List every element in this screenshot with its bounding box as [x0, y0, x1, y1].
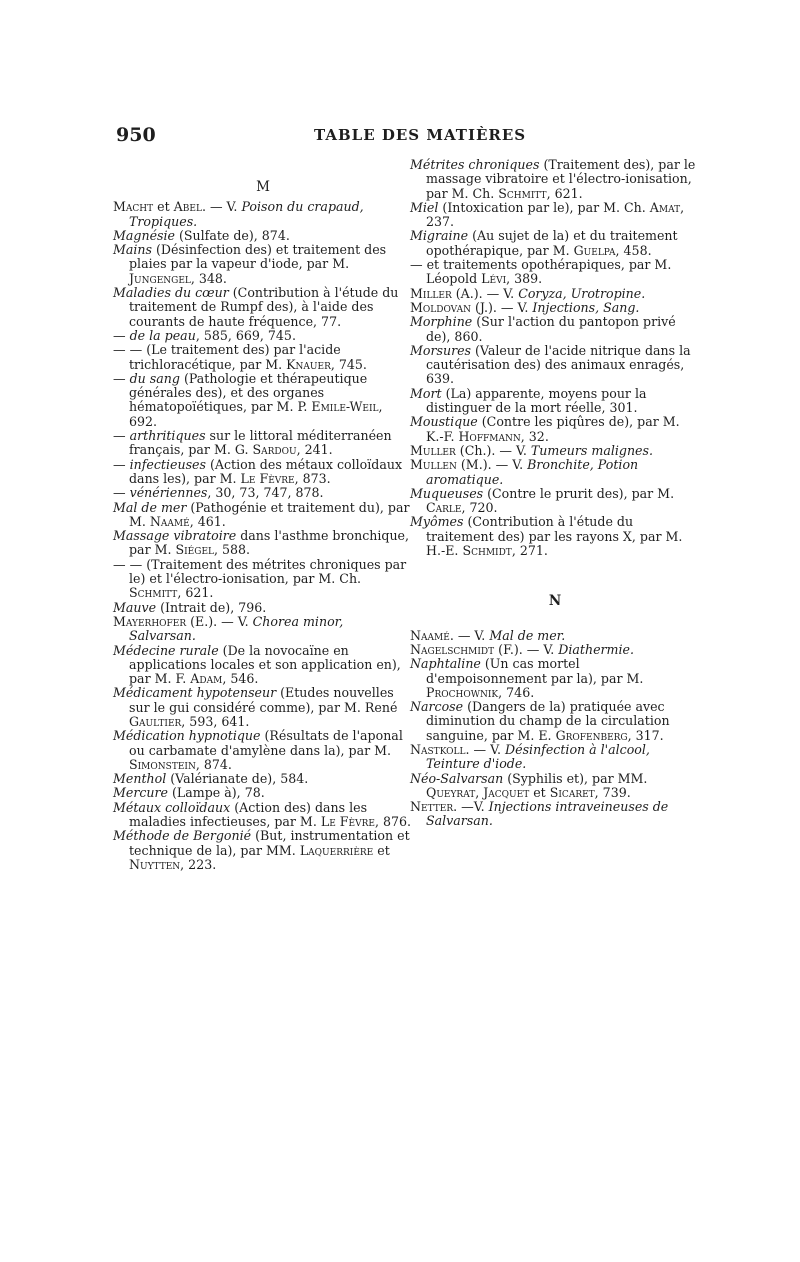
- index-entry: Mullen (M.). — V. Bronchite, Potion aromatique.: [410, 457, 639, 487]
- index-entry: Nagelschmidt (F.). — V. Diathermie.: [410, 641, 634, 657]
- index-entry: Massage vibratoire dans l'asthme bronchique, par M. Siégel, 588.: [113, 528, 410, 558]
- index-entry: Naphtaline (Un cas mortel d'empoisonnement par la), par M. Prochownik, 746.: [410, 656, 644, 700]
- index-entry: Miller (A.). — V. Coryza, Urotropine.: [410, 285, 646, 301]
- index-entry: Muqueuses (Contre le prurit des), par M. Carle, 720.: [410, 485, 675, 516]
- index-entry: Moldovan (J.). — V. Injections, Sang.: [410, 299, 640, 315]
- index-entry: Morsures (Valeur de l'acide nitrique dans la cautérisation des) des animaux enragés, 639.: [410, 342, 691, 387]
- index-entry: Netter. —V. Injections intraveineuses de Salvarsan.: [410, 799, 669, 829]
- index-entry: Myômes (Contribution à l'étude du traitement des) par les rayons X, par M. H.-E. Schmidt, 271.: [410, 514, 683, 559]
- index-entry: — de la peau, 585, 669, 745.: [113, 327, 296, 343]
- index-entry: Mal de mer (Pathogénie et traitement du), par M. Naamé, 461.: [113, 499, 410, 529]
- index-entry: Magnésie (Sulfate de), 874.: [113, 227, 290, 243]
- index-entry: Mauve (Intrait de), 796.: [113, 599, 267, 615]
- index-entry: Naamé. — V. Mal de mer.: [410, 627, 566, 643]
- section-letter-n: N: [548, 593, 562, 610]
- index-entry: Méthode de Bergonié (But, instrumentation et technique de la), par MM. Laquerrière et Nuytten, 223.: [113, 828, 410, 872]
- index-entry: Macht et Abel. — V. Poison du crapaud, Tropiques.: [113, 199, 364, 229]
- running-head: TABLE DES MATIÈRES: [314, 126, 527, 144]
- index-entry: Muller (Ch.). — V. Tumeurs malignes.: [410, 442, 653, 458]
- index-entry: — et traitements opothérapiques, par M. Léopold Lévi, 389.: [410, 257, 672, 287]
- index-entry: Moustique (Contre les piqûres de), par M. K.-F. Hoffmann, 32.: [410, 414, 680, 444]
- entries-list-right-n: [410, 629, 700, 829]
- index-entry: — — (Traitement des métrites chroniques par le) et l'électro-ionisation, par M. Ch. Schmitt, 621.: [113, 556, 407, 601]
- index-entry: Médecine rurale (De la novocaïne en applications locales et son application en), par M. F. Adam, 546.: [113, 642, 401, 687]
- index-entry: — du sang (Pathologie et thérapeutique générales des), et des organes hématopoïétiques, par M. P. Emile-Weil, 692.: [113, 370, 383, 429]
- index-entry: — — (Le traitement des) par l'acide trichloracétique, par M. Knauer, 745.: [113, 342, 367, 372]
- index-entry: Néo-Salvarsan (Syphilis et), par MM. Queyrat, Jacquet et Sicaret, 739.: [410, 770, 648, 800]
- index-entry: Miel (Intoxication par le), par M. Ch. Amat, 237.: [410, 199, 685, 230]
- index-entry: Maladies du cœur (Contribution à l'étude du traitement de Rumpf des), à l'aide des courants de haute fréquence, 77.: [113, 285, 399, 329]
- page-header: [116, 124, 690, 148]
- index-entry: Menthol (Valérianate de), 584.: [113, 771, 309, 787]
- section-letter-m: M: [256, 179, 270, 195]
- index-entry: Médication hypnotique (Résultats de l'aponal ou carbamate d'amylène dans la), par M. Simonstein, 874.: [113, 728, 403, 772]
- page-number: 950: [116, 124, 156, 146]
- entries-list-left: [113, 200, 413, 872]
- index-entry: Mayerhofer (E.). — V. Chorea minor, Salvarsan.: [113, 613, 344, 644]
- index-entry: — vénériennes, 30, 73, 747, 878.: [113, 485, 324, 501]
- index-entry: — infectieuses (Action des métaux colloïdaux dans les), par M. Le Fèvre, 873.: [113, 456, 403, 486]
- right-column: [410, 158, 700, 829]
- entries-list-right-m: [410, 158, 700, 558]
- index-entry: Mort (La) apparente, moyens pour la distinguer de la mort réelle, 301.: [410, 385, 647, 416]
- index-entry: Nastkoll. — V. Désinfection à l'alcool, Teinture d'iode.: [410, 741, 650, 772]
- index-entry: Mercure (Lampe à), 78.: [113, 785, 265, 801]
- index-entry: Métaux colloïdaux (Action des) dans les maladies infectieuses, par M. Le Fèvre, 876.: [113, 799, 411, 830]
- left-column: [113, 180, 413, 872]
- index-entry: Narcose (Dangers de la) pratiquée avec diminution du champ de la circulation sanguine, par M. E. Grofenberg, 317.: [410, 699, 670, 743]
- index-entry: Médicament hypotenseur (Etudes nouvelles sur le gui considéré comme), par M. René Gaultier, 593, 641.: [113, 685, 398, 729]
- index-entry: Morphine (Sur l'action du pantopon privé de), 860.: [410, 314, 676, 344]
- index-entry: Métrites chroniques (Traitement des), par le massage vibratoire et l'électro-ionisation, par M. Ch. Schmitt, 621.: [410, 157, 696, 201]
- index-entry: Migraine (Au sujet de la) et du traitement opothérapique, par M. Guelpa, 458.: [410, 228, 678, 258]
- index-entry: — arthritiques sur le littoral méditerranéen français, par M. G. Sardou, 241.: [113, 428, 392, 458]
- index-entry: Mains (Désinfection des) et traitement des plaies par la vapeur d'iode, par M. Jungengel, 348.: [113, 242, 387, 286]
